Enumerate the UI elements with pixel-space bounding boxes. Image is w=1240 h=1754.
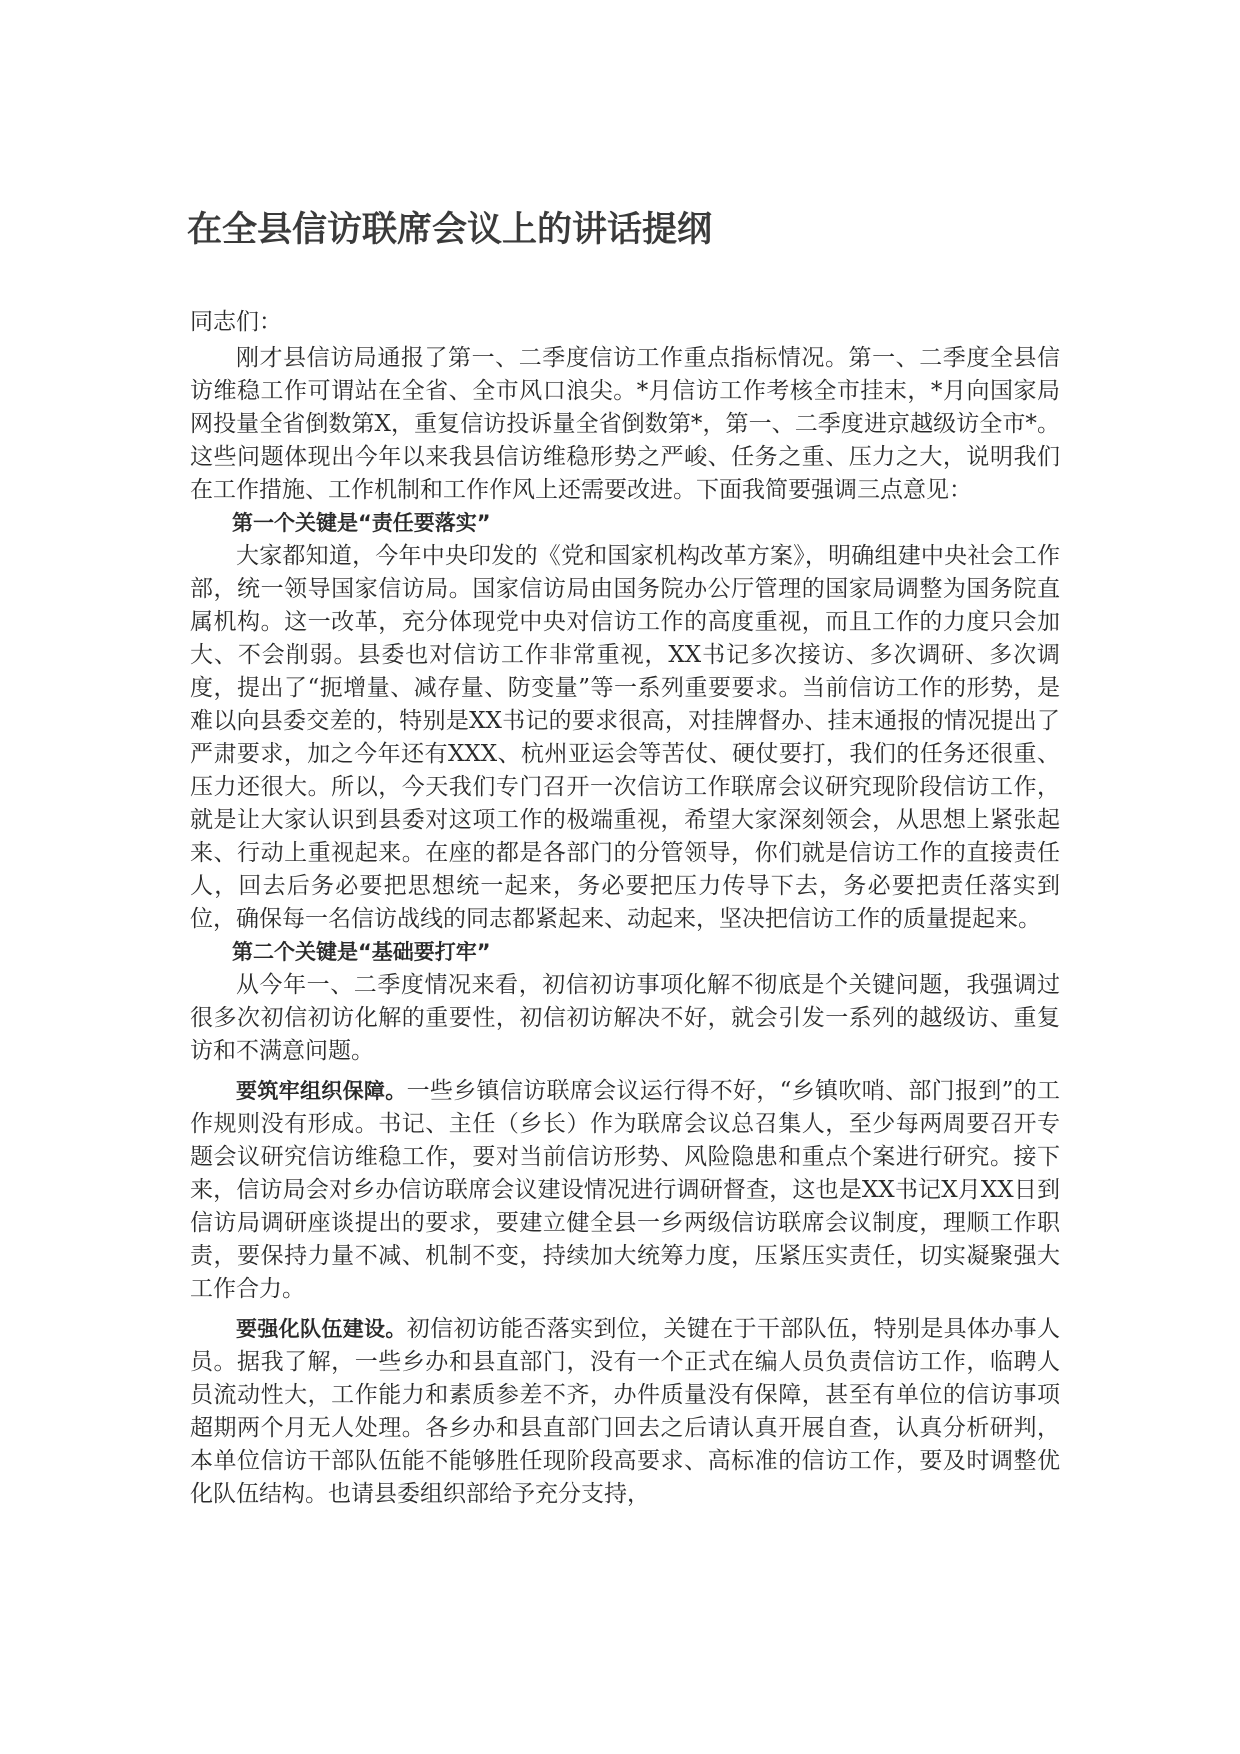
section1-paragraph: 大家都知道，今年中央印发的《党和国家机构改革方案》，明确组建中央社会工作部，统一领导国家信访局。国家信访局由国务院办公厅管理的国家局调整为国务院直属机构。这一改革，充分体现党中央对信访工作的高度重视，而且工作的力度只会加大、不会削弱。县委也对信访工作非常重视，XX书记多次接访、多次调研、多次调度，提出了“扼增量、减存量、防变量”等一系列重要要求。当前信访工作的形势，是难以向县委交差的，特别是XX书记的要求很高，对挂牌督办、挂末通报的情况提出了严肃要求，加之今年还有XXX、杭州亚运会等苦仗、硬仗要打，我们的任务还很重、压力还很大。所以，今天我们专门召开一次信访工作联席会议研究现阶段信访工作，就是让大家认识到县委对这项工作的极端重视，希望大家深刻领会，从思想上紧张起来、行动上重视起来。在座的都是各部门的分管领导，你们就是信访工作的直接责任人，回去后务必要把思想统一起来，务必要把压力传导下去，务必要把责任落实到位，确保每一名信访战线的同志都紧起来、动起来，坚决把信访工作的质量提起来。 bbox=[190, 543, 1060, 932]
point2-paragraph bbox=[190, 1313, 1060, 1511]
section1-heading: 第一个关键是“责任要落实” bbox=[232, 511, 491, 535]
point1-paragraph bbox=[190, 1075, 1060, 1306]
document-body bbox=[190, 306, 1060, 1511]
point2-text: 初信初访能否落实到位，关键在于干部队伍，特别是具体办事人员。据我了解，一些乡办和县直部门，没有一个正式在编人员负责信访工作，临聘人员流动性大，工作能力和素质参差不齐，办件质量没有保障，甚至有单位的信访事项超期两个月无人处理。各乡办和县直部门回去之后请认真开展自查，认真分析研判，本单位信访干部队伍能不能够胜任现阶段高要求、高标准的信访工作，要及时调整优化队伍结构。也请县委组织部给予充分支持， bbox=[190, 1316, 1061, 1507]
salutation: 同志们： bbox=[190, 309, 282, 335]
section2-heading: 第二个关键是“基础要打牢” bbox=[232, 940, 491, 964]
document-title: 在全县信访联席会议上的讲话提纲 bbox=[187, 210, 713, 250]
intro-paragraph: 刚才县信访局通报了第一、二季度信访工作重点指标情况。第一、二季度全县信访维稳工作可谓站在全省、全市风口浪尖。*月信访工作考核全市挂末，*月向国家局网投量全省倒数第X，重复信访投诉量全省倒数第*，第一、二季度进京越级访全市*。这些问题体现出今年以来我县信访维稳形势之严峻、任务之重、压力之大，说明我们在工作措施、工作机制和工作作风上还需要改进。下面我简要强调三点意见： bbox=[190, 345, 1060, 503]
point1-lead: 要筑牢组织保障。 bbox=[236, 1079, 407, 1103]
point1-text: 一些乡镇信访联席会议运行得不好，“乡镇吹哨、部门报到”的工作规则没有形成。书记、主任（乡长）作为联席会议总召集人，至少每两周要召开专题会议研究信访维稳工作，要对当前信访形势、风险隐患和重点个案进行研究。接下来，信访局会对乡办信访联席会议建设情况进行调研督查，这也是XX书记X月XX日到信访局调研座谈提出的要求，要建立健全县一乡两级信访联席会议制度，理顺工作职责，要保持力量不减、机制不变，持续加大统筹力度，压紧压实责任，切实凝聚强大工作合力。 bbox=[190, 1078, 1060, 1302]
point2-lead: 要强化队伍建设。 bbox=[236, 1317, 407, 1341]
section2-paragraph: 从今年一、二季度情况来看，初信初访事项化解不彻底是个关键问题，我强调过很多次初信初访化解的重要性，初信初访解决不好，就会引发一系列的越级访、重复访和不满意问题。 bbox=[190, 972, 1060, 1064]
